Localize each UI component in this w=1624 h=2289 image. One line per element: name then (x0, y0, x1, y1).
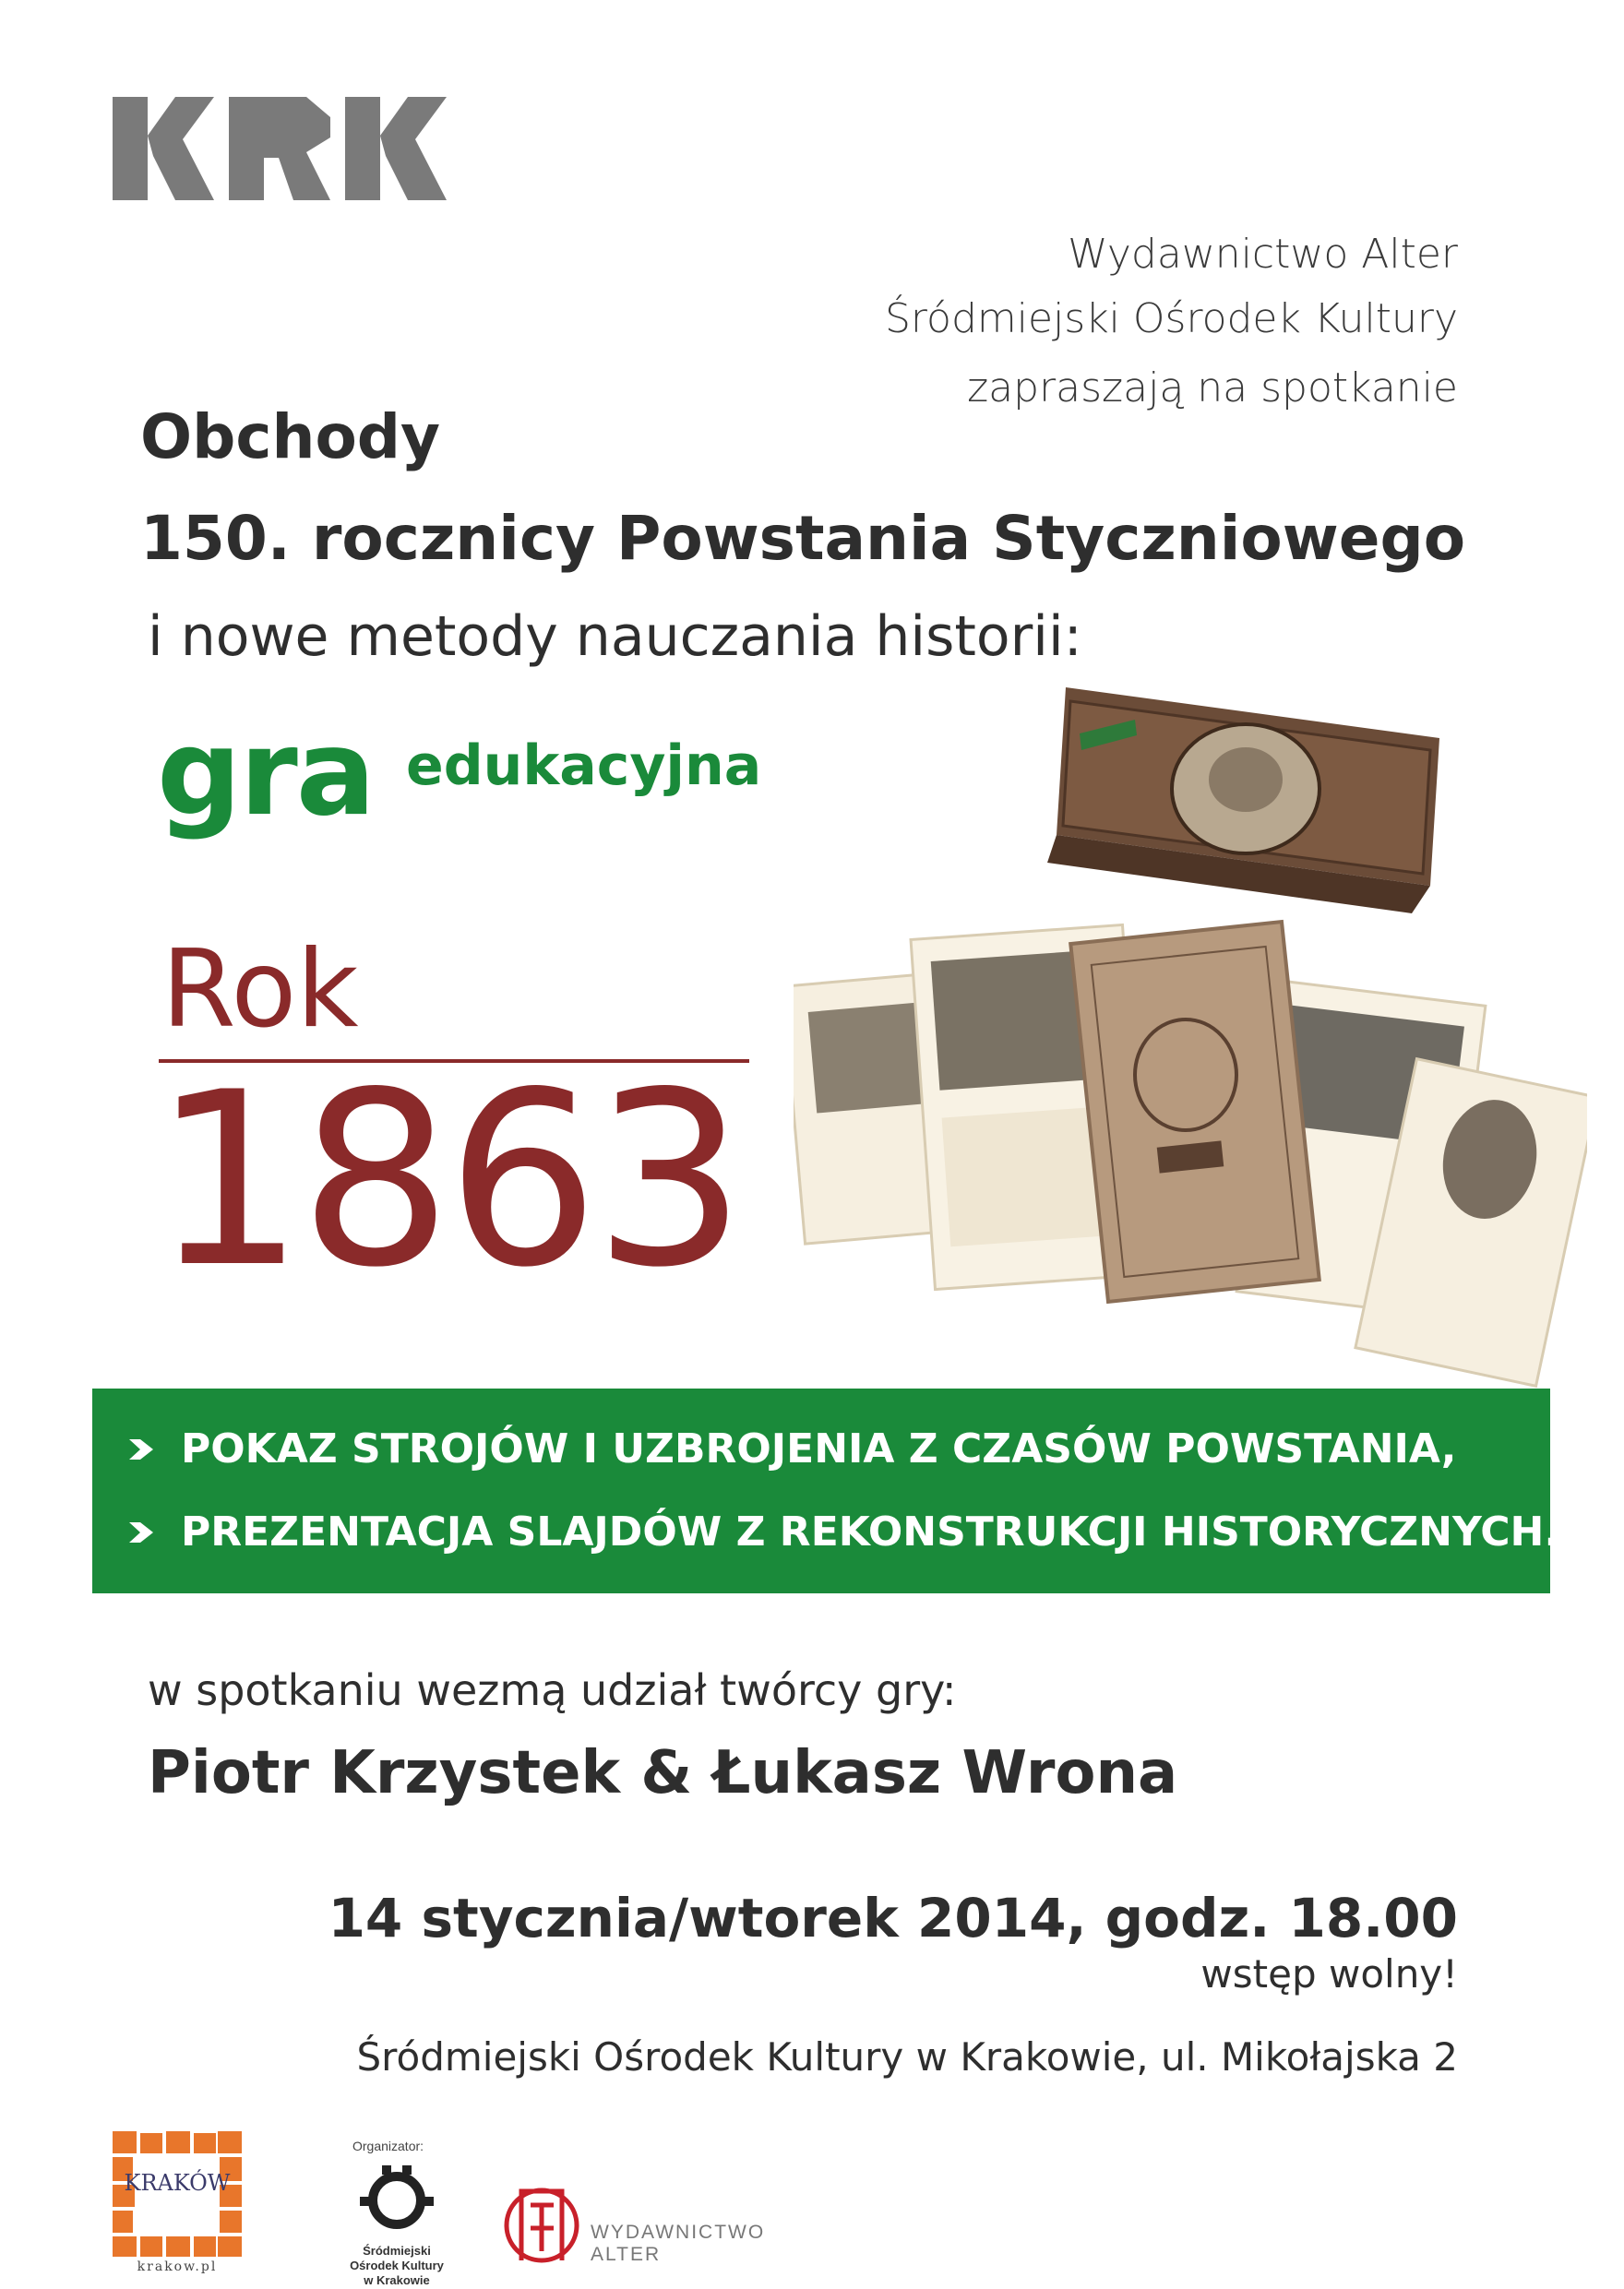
title-line-2: 150. rocznicy Powstania Styczniowego (140, 503, 1466, 574)
event-date: 14 stycznia/wtorek 2014, godz. 18.00 (328, 1887, 1458, 1949)
game-title-rok: Rok (161, 927, 359, 1052)
game-box (1047, 687, 1439, 913)
sok-name-line-3: w Krakowie (364, 2273, 430, 2287)
alter-logo (503, 2177, 581, 2274)
game-title-year: 1863 (152, 1042, 741, 1320)
game-label-edukacyjna: edukacyjna (406, 733, 762, 798)
highlight-text: PREZENTACJA SLAJDÓW Z REKONSTRUKCJI HISTORYCZNYCH. (181, 1508, 1560, 1556)
krakow-logo-text: KRAKÓW (124, 2170, 231, 2196)
krakow-url: krakow.pl (137, 2259, 218, 2274)
sok-logo (360, 2164, 434, 2239)
highlights-banner (92, 1389, 1560, 1593)
speakers-intro: w spotkaniu wezmą udział twórcy gry: (148, 1665, 957, 1715)
organizer-sok: Śródmiejski Ośrodek Kultury (884, 295, 1458, 342)
alter-name-line-2: ALTER (591, 2244, 662, 2265)
organizer-alter: Wydawnictwo Alter (1068, 231, 1458, 278)
speakers-names: Piotr Krzystek & Łukasz Wrona (148, 1739, 1178, 1807)
sok-name-line-1: Śródmiejski (363, 2244, 431, 2258)
highlight-text: POKAZ STROJÓW I UZBROJENIA Z CZASÓW POWSTANIA, (181, 1425, 1457, 1472)
chevron-right-icon (129, 1439, 153, 1460)
event-address: Śródmiejski Ośrodek Kultury w Krakowie, ul. Mikołajska 2 (356, 2034, 1458, 2080)
sok-name-line-2: Ośrodek Kultury (350, 2259, 444, 2272)
krakow-logo (113, 2131, 242, 2274)
title-line-3: i nowe metody nauczania historii: (148, 604, 1082, 669)
highlight-item (129, 1508, 1559, 1556)
game-photo (794, 678, 1587, 1389)
title-line-1: Obchody (140, 401, 441, 472)
event-entry: wstęp wolny! (1200, 1951, 1458, 1997)
game-label-gra: gra (157, 705, 375, 842)
highlight-item (129, 1425, 1457, 1472)
alter-name-line-1: WYDAWNICTWO (591, 2222, 766, 2243)
krk-logo (113, 97, 449, 200)
card-back (1070, 922, 1320, 1302)
invitation-text: zapraszają na spotkanie (967, 364, 1458, 411)
chevron-right-icon (129, 1522, 153, 1543)
organizator-label: Organizator: (352, 2139, 424, 2153)
